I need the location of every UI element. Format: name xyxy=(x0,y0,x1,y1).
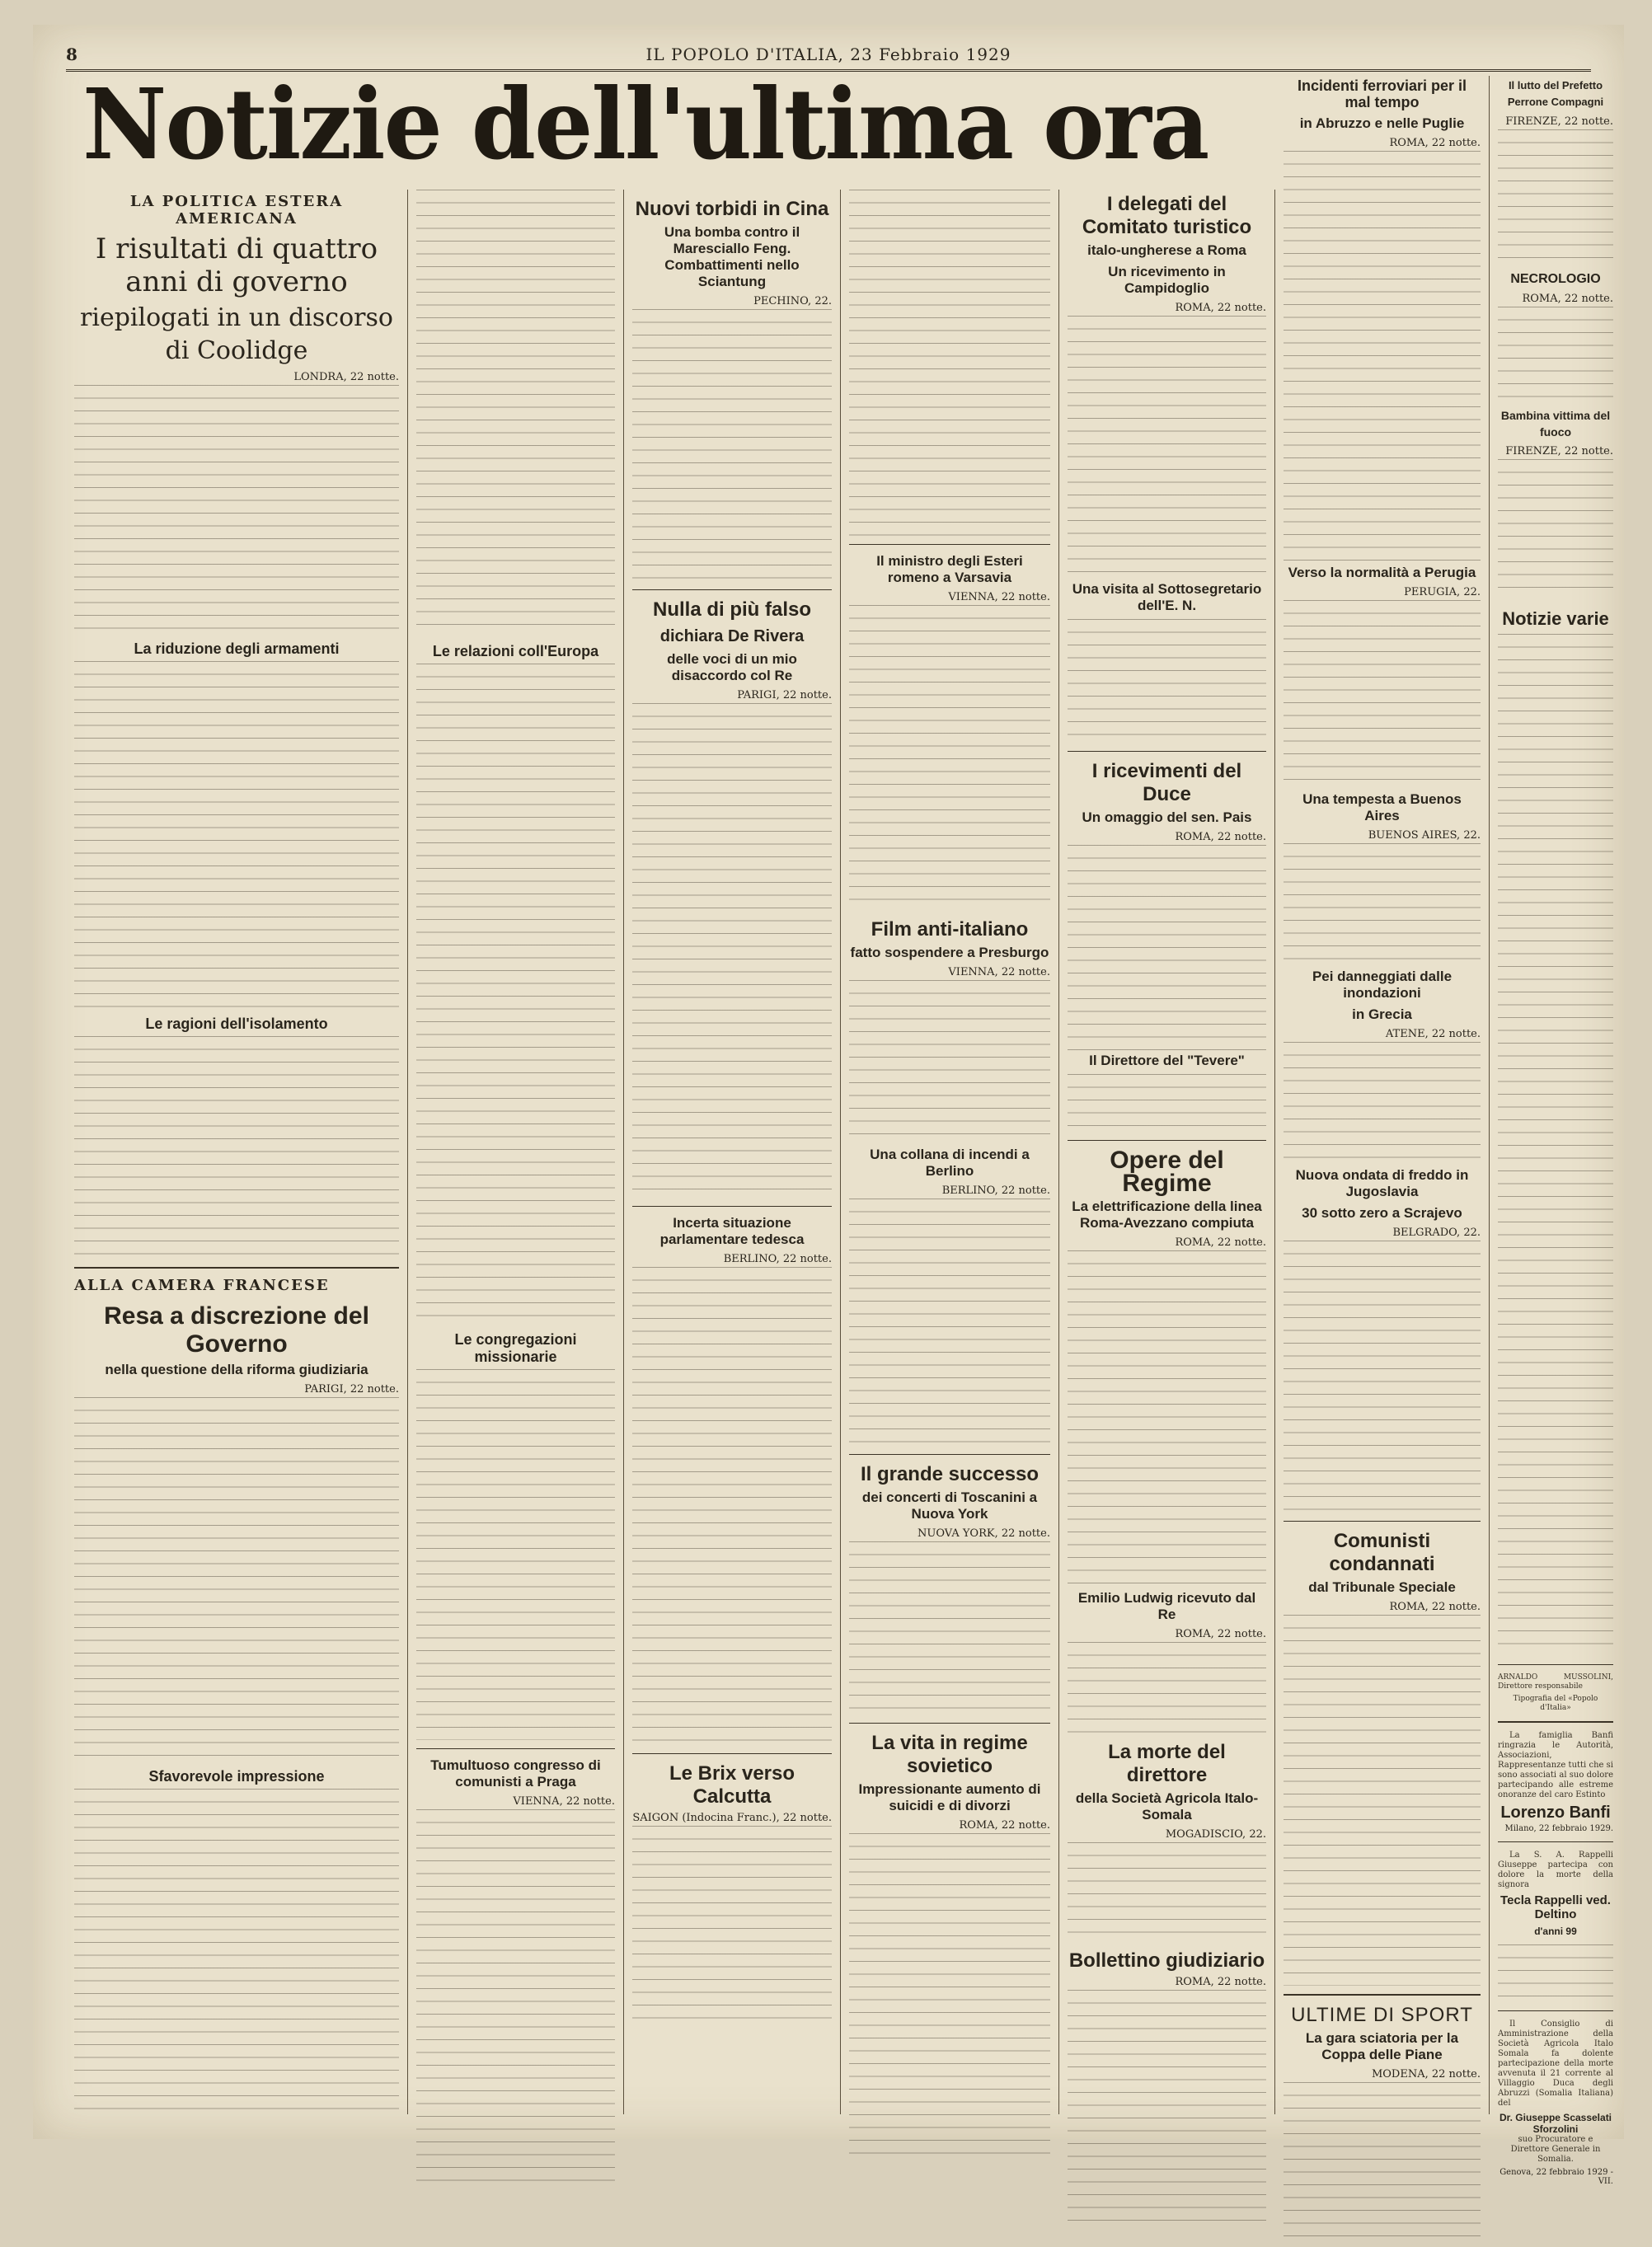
article-body xyxy=(74,661,399,1007)
article-body xyxy=(632,1826,832,2024)
article-body xyxy=(416,664,615,1323)
article-body xyxy=(1498,129,1613,270)
article-subtitle: Un ricevimento in Campidoglio xyxy=(1108,264,1226,296)
dateline: BELGRADO, 22. xyxy=(1392,1227,1481,1239)
article-body xyxy=(1284,2082,1481,2247)
article-title-line2: dichiara De Rivera xyxy=(659,627,805,645)
dateline: NUOVA YORK, 22 notte. xyxy=(918,1527,1050,1540)
article-body xyxy=(1284,843,1481,967)
dateline: ROMA, 22 notte. xyxy=(1175,1628,1266,1640)
divider xyxy=(1498,1721,1613,1723)
section-title: ULTIME DI SPORT xyxy=(1291,2004,1473,2026)
notice-date: Milano, 22 febbraio 1929. xyxy=(1504,1824,1613,1833)
article-subtitle: in Abruzzo e nelle Puglie xyxy=(1299,115,1465,131)
article-body xyxy=(1498,307,1613,406)
dateline: VIENNA, 22 notte. xyxy=(948,966,1050,978)
article-subtitle: dei concerti di Toscanini a Nuova York xyxy=(861,1489,1038,1522)
divider xyxy=(1498,1841,1613,1842)
article-title: Comunisti condannati xyxy=(1329,1530,1435,1575)
column-4 xyxy=(841,190,1059,2114)
notice-role: suo Procuratore e Direttore Generale in Somalia. xyxy=(1510,2135,1601,2164)
article-body xyxy=(416,190,615,635)
article-body xyxy=(849,1199,1050,1446)
article-subtitle: fatto sospendere a Presburgo xyxy=(850,945,1049,960)
section-title: Notizie varie xyxy=(1502,608,1609,629)
subheading: La riduzione degli armamenti xyxy=(134,640,340,657)
dateline: ROMA, 22 notte. xyxy=(959,1819,1050,1832)
article-title: Bambina vittima del fuoco xyxy=(1500,409,1611,439)
article-body xyxy=(1068,1842,1266,1941)
divider xyxy=(74,1267,399,1269)
notice-text: Il Consiglio di Amministrazione della Società Agricola Italo Somala fa dolente partecipazione della morte avvenuta il 21 corrente al Villaggio Duca degli Abruzzi (Somalia Italiana) del xyxy=(1498,2019,1613,2108)
running-header xyxy=(66,40,1591,72)
article-body xyxy=(1068,316,1266,579)
article-title: I delegati del Comitato turistico xyxy=(1082,193,1252,238)
subheading: Una visita al Sottosegretario dell'E. N. xyxy=(1072,581,1262,613)
divider xyxy=(1498,1664,1613,1665)
dateline: LONDRA, 22 notte. xyxy=(293,371,399,383)
article-body xyxy=(1284,151,1481,563)
article-body xyxy=(849,190,1050,536)
article-body xyxy=(1498,459,1613,599)
article-body xyxy=(632,309,832,581)
notice-text: La famiglia Banfi ringrazia le Autorità, Associazioni, Rappresentanze tutti che si sono associati al suo dolore partecipando alle estreme onoranze del caro Estinto xyxy=(1498,1731,1613,1799)
column-6 xyxy=(1275,76,1490,2114)
notice-name: Lorenzo Banfi xyxy=(1500,1804,1611,1822)
newspaper-page xyxy=(33,25,1624,2186)
article-subtitle: Impressionante aumento di suicidi e di divorzi xyxy=(858,1781,1041,1813)
article-title: Opere del Regime xyxy=(1110,1147,1224,1197)
article-title: Film anti-italiano xyxy=(871,918,1029,941)
dateline: BUENOS AIRES, 22. xyxy=(1368,829,1481,842)
dateline: MODENA, 22 notte. xyxy=(1371,2068,1481,2080)
article-subtitle: delle voci di un mio disaccordo col Re xyxy=(667,651,797,683)
divider xyxy=(1068,751,1266,752)
article-title: Il ministro degli Esteri romeno a Varsavia xyxy=(876,553,1023,585)
dateline: ATENE, 22 notte. xyxy=(1385,1028,1481,1040)
dateline: FIRENZE, 22 notte. xyxy=(1505,115,1613,128)
article-title: Verso la normalità a Perugia xyxy=(1288,565,1476,580)
dateline: PARIGI, 22 notte. xyxy=(737,689,832,701)
article-subtitle: della Società Agricola Italo-Somala xyxy=(1075,1790,1259,1822)
dateline: VIENNA, 22 notte. xyxy=(948,591,1050,603)
article-title: Il lutto del Prefetto Perrone Compagni xyxy=(1507,79,1604,108)
notice-date: Genova, 22 febbraio 1929 - VII. xyxy=(1499,2168,1613,2186)
column-3 xyxy=(624,190,841,2114)
article-title: La morte del direttore xyxy=(1108,1741,1226,1786)
article-title: La gara sciatoria per la Coppa delle Piane xyxy=(1305,2030,1459,2062)
divider xyxy=(632,589,832,590)
article-title: Pei danneggiati dalle inondazioni xyxy=(1312,969,1453,1001)
divider xyxy=(1498,2010,1613,2011)
dateline: ROMA, 22 notte. xyxy=(1175,1976,1266,1988)
article-body xyxy=(1284,1042,1481,1166)
article-subtitle: Una bomba contro il Maresciallo Feng. Combattimenti nello Sciantung xyxy=(664,224,800,289)
article-title: Incidenti ferroviari per il mal tempo xyxy=(1297,77,1467,110)
article-body xyxy=(416,1809,615,2188)
article-title: Nuova ondata di freddo in Jugoslavia xyxy=(1295,1167,1469,1199)
article-body xyxy=(1068,1990,1266,2221)
article-title: I ricevimenti del Duce xyxy=(1091,760,1242,805)
article-body xyxy=(1284,1241,1481,1513)
divider xyxy=(849,1454,1050,1455)
dateline: MOGADISCIO, 22. xyxy=(1165,1828,1266,1841)
masthead-title: Notizie dell'ultima ora xyxy=(82,68,1208,182)
article-body xyxy=(1284,1615,1481,1986)
dateline: BERLINO, 22 notte. xyxy=(941,1184,1050,1197)
subheading: Le ragioni dell'isolamento xyxy=(145,1016,328,1032)
article-title: Tumultuoso congresso di comunisti a Praga xyxy=(430,1757,601,1790)
article-body xyxy=(1498,634,1613,1656)
dateline: ROMA, 22 notte. xyxy=(1175,831,1266,843)
section-kicker: ALLA CAMERA FRANCESE xyxy=(74,1277,330,1294)
article-body xyxy=(1068,1250,1266,1588)
notice-text: La S. A. Rappelli Giuseppe partecipa con dolore la morte della signora xyxy=(1498,1851,1613,1889)
article-body xyxy=(1068,1642,1266,1733)
article-subtitle: nella questione della riforma giudiziaria xyxy=(105,1362,368,1377)
article-body xyxy=(1068,619,1266,743)
article-body xyxy=(849,1833,1050,2163)
article-subtitle: Un omaggio del sen. Pais xyxy=(1082,809,1252,825)
subheading: Le relazioni coll'Europa xyxy=(432,643,599,659)
article-title: I risultati di quattro anni di governo xyxy=(95,232,378,298)
divider xyxy=(1284,1994,1481,1996)
article-title: Nulla di più falso xyxy=(652,598,811,621)
article-title: Incerta situazione parlamentare tedesca xyxy=(659,1215,805,1247)
article-body xyxy=(74,1036,399,1259)
dateline: ROMA, 22 notte. xyxy=(1175,1236,1266,1249)
article-body xyxy=(1284,600,1481,790)
article-body xyxy=(632,703,832,1198)
printer-signature: Tipografia del «Popolo d'Italia» xyxy=(1513,1695,1598,1712)
article-body xyxy=(1068,1074,1266,1132)
dateline: SAIGON (Indocina Franc.), 22 notte. xyxy=(632,1812,832,1824)
dateline: PECHINO, 22. xyxy=(753,295,832,307)
dateline: ROMA, 22 notte. xyxy=(1522,293,1613,305)
divider xyxy=(1284,1521,1481,1522)
divider xyxy=(416,1748,615,1749)
article-subtitle: dal Tribunale Speciale xyxy=(1308,1579,1456,1595)
subheading: Sfavorevole impressione xyxy=(148,1768,325,1785)
page-number: 8 xyxy=(66,45,78,64)
divider xyxy=(849,544,1050,545)
divider xyxy=(632,1753,832,1754)
dateline: ROMA, 22 notte. xyxy=(1389,1601,1481,1613)
notice-name: Tecla Rappelli ved. Deltino xyxy=(1500,1893,1611,1921)
subheading: Il Direttore del "Tevere" xyxy=(1089,1053,1245,1068)
subheading: Le congregazioni missionarie xyxy=(454,1331,577,1365)
article-body xyxy=(849,605,1050,910)
article-title: Le Brix verso Calcutta xyxy=(669,1762,795,1808)
article-body xyxy=(416,1369,615,1740)
dateline: FIRENZE, 22 notte. xyxy=(1505,445,1613,457)
article-body xyxy=(74,1397,399,1760)
dateline: ROMA, 22 notte. xyxy=(1175,302,1266,314)
article-subtitle: La elettrificazione della linea Roma-Avezzano compiuta xyxy=(1072,1199,1262,1231)
section-kicker: LA POLITICA ESTERA AMERICANA xyxy=(129,193,344,228)
article-subtitle: in Grecia xyxy=(1352,1006,1412,1022)
dateline: ROMA, 22 notte. xyxy=(1389,137,1481,149)
dateline: VIENNA, 22 notte. xyxy=(513,1795,615,1808)
divider xyxy=(849,1723,1050,1724)
article-body xyxy=(74,1789,399,2118)
article-title: Il grande successo xyxy=(860,1463,1040,1485)
article-title: Nuovi torbidi in Cina xyxy=(635,198,829,220)
article-title: Una collana di incendi a Berlino xyxy=(870,1147,1030,1179)
dateline: PARIGI, 22 notte. xyxy=(304,1383,399,1396)
divider xyxy=(632,1206,832,1207)
notice-name: Dr. Giuseppe Scasselati Sforzolini xyxy=(1499,2112,1612,2135)
dateline: BERLINO, 22 notte. xyxy=(723,1253,832,1265)
article-body xyxy=(849,980,1050,1145)
running-title: IL POPOLO D'ITALIA, 23 Febbraio 1929 xyxy=(645,45,1011,64)
dateline: PERUGIA, 22. xyxy=(1404,586,1481,598)
divider xyxy=(1068,1140,1266,1141)
column-5 xyxy=(1059,190,1275,2114)
column-1 xyxy=(66,190,408,2114)
subheading: Emilio Ludwig ricevuto dal Re xyxy=(1077,1590,1256,1622)
article-body xyxy=(74,385,399,632)
article-body xyxy=(632,1267,832,1745)
article-body xyxy=(1068,845,1266,1051)
article-title: Resa a discrezione del Governo xyxy=(104,1302,369,1358)
article-title: La vita in regime sovietico xyxy=(871,1732,1028,1777)
article-body xyxy=(849,1541,1050,1715)
article-title: Una tempesta a Buenos Aires xyxy=(1302,791,1462,823)
column-2 xyxy=(408,190,624,2114)
column-7 xyxy=(1490,76,1621,2186)
article-subtitle: 30 sotto zero a Scrajevo xyxy=(1302,1205,1462,1221)
notice-body xyxy=(1498,1944,1613,2002)
article-subtitle: italo-ungherese a Roma xyxy=(1087,242,1246,258)
article-subtitle: riepilogati in un discorso di Coolidge xyxy=(80,303,393,365)
notice-age: d'anni 99 xyxy=(1534,1926,1577,1937)
director-signature: ARNALDO MUSSOLINI, Direttore responsabile xyxy=(1498,1673,1613,1691)
article-title: Bollettino giudiziario xyxy=(1068,1949,1265,1972)
section-title: NECROLOGIO xyxy=(1510,272,1601,286)
